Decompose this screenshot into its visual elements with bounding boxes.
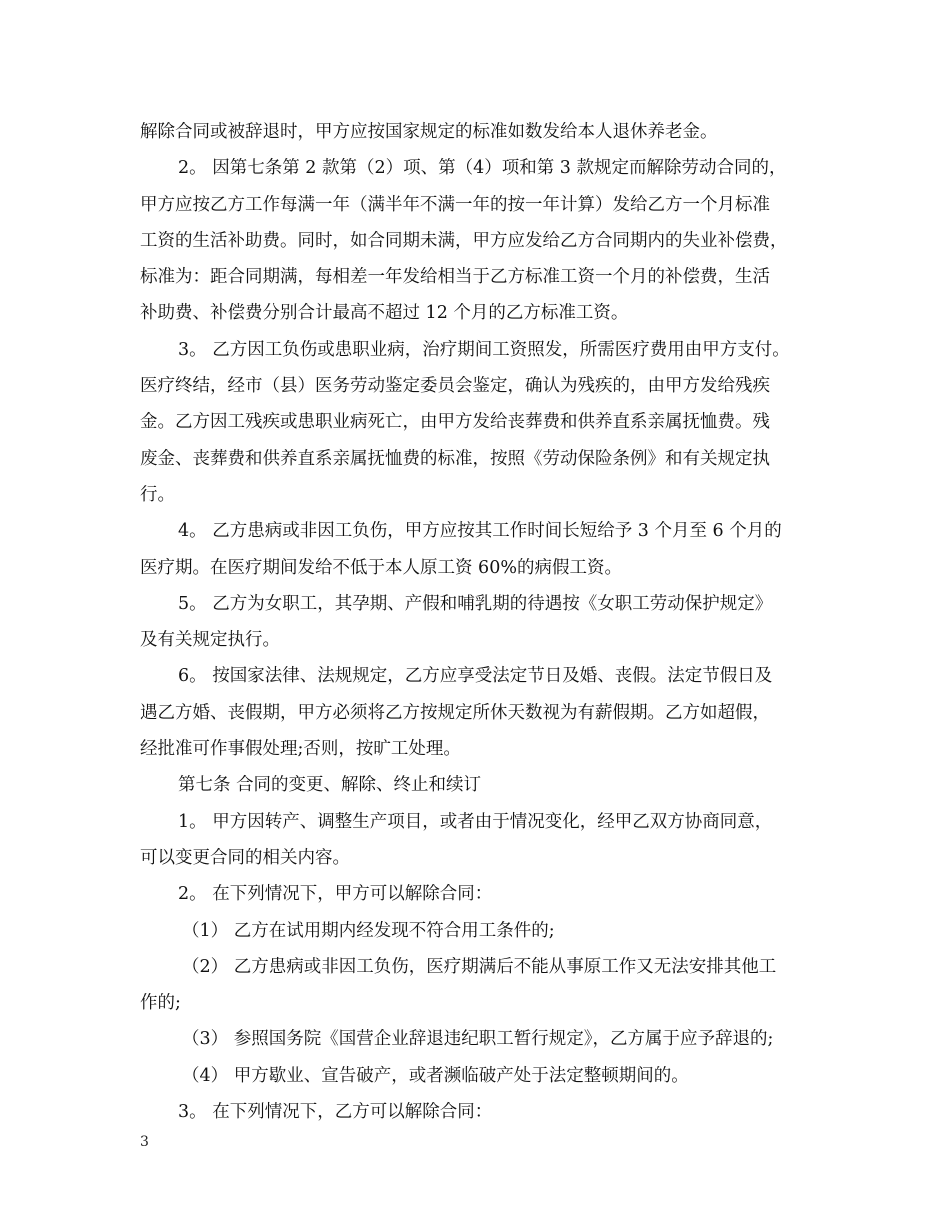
text-line: 2。 在下列情况下，甲方可以解除合同： bbox=[178, 884, 493, 905]
text-line: 可以变更合同的相关内容。 bbox=[140, 847, 350, 868]
text-line: 甲方应按乙方工作每满一年（满半年不满一年的按一年计算）发给乙方一个月标准 bbox=[140, 194, 770, 215]
text-line: 行。 bbox=[140, 484, 175, 505]
text-line: 3。 在下列情况下，乙方可以解除合同： bbox=[178, 1102, 493, 1123]
text-line: 4。 乙方患病或非因工负伤，甲方应按其工作时间长短给予 3 个月至 6 个月的 bbox=[178, 521, 782, 542]
list-item: （1） 乙方在试用期内经发现不符合用工条件的; bbox=[182, 920, 555, 941]
section-heading: 第七条 合同的变更、解除、终止和续订 bbox=[178, 775, 482, 796]
list-item: （3） 参照国务院《国营企业辞退违纪职工暂行规定》，乙方属于应予辞退的; bbox=[182, 1029, 774, 1050]
text-line: 2。 因第七条第 2 款第（2）项、第（4）项和第 3 款规定而解除劳动合同的， bbox=[178, 158, 787, 179]
text-line: 3。 乙方因工负伤或患职业病，治疗期间工资照发，所需医疗费用由甲方支付。 bbox=[178, 339, 790, 360]
text-line: 解除合同或被辞退时，甲方应按国家规定的标准如数发给本人退休养老金。 bbox=[140, 122, 718, 142]
text-line: 1。 甲方因转产、调整生产项目，或者由于情况变化，经甲乙双方协商同意， bbox=[178, 811, 773, 832]
text-line: 工资的生活补助费。同时，如合同期未满，甲方应发给乙方合同期内的失业补偿费， bbox=[140, 230, 788, 251]
text-line: 6。 按国家法律、法规规定，乙方应享受法定节日及婚、丧假。法定节假日及 bbox=[178, 666, 773, 687]
document-body bbox=[140, 114, 830, 1130]
text-line: 经批准可作事假处理;否则，按旷工处理。 bbox=[140, 739, 461, 760]
text-line: 标准为：距合同期满，每相差一年发给相当于乙方标准工资一个月的补偿费，生活 bbox=[140, 267, 770, 288]
text-line: 5。 乙方为女职工，其孕期、产假和哺乳期的待遇按《女职工劳动保护规定》 bbox=[178, 593, 773, 614]
text-line: 遇乙方婚、丧假期，甲方必须将乙方按规定所休天数视为有薪假期。乙方如超假， bbox=[140, 702, 770, 723]
text-line: 金。乙方因工残疾或患职业病死亡，由甲方发给丧葬费和供养直系亲属抚恤费。残 bbox=[140, 412, 770, 433]
text-line: 作的; bbox=[140, 993, 181, 1014]
page-number: 3 bbox=[140, 1134, 149, 1150]
list-item: （4） 甲方歇业、宣告破产，或者濒临破产处于法定整顿期间的。 bbox=[182, 1065, 689, 1086]
text-line: 废金、丧葬费和供养直系亲属抚恤费的标准，按照《劳动保险条例》和有关规定执 bbox=[140, 448, 770, 469]
text-line: 补助费、补偿费分别合计最高不超过 12 个月的乙方标准工资。 bbox=[140, 303, 629, 324]
text-line: 及有关规定执行。 bbox=[140, 630, 280, 651]
text-line: 医疗期。在医疗期间发给不低于本人原工资 60%的病假工资。 bbox=[140, 557, 622, 578]
list-item: （2） 乙方患病或非因工负伤，医疗期满后不能从事原工作又无法安排其他工 bbox=[182, 956, 777, 977]
text-line: 医疗终结，经市（县）医务劳动鉴定委员会鉴定，确认为残疾的，由甲方发给残疾 bbox=[140, 376, 770, 397]
